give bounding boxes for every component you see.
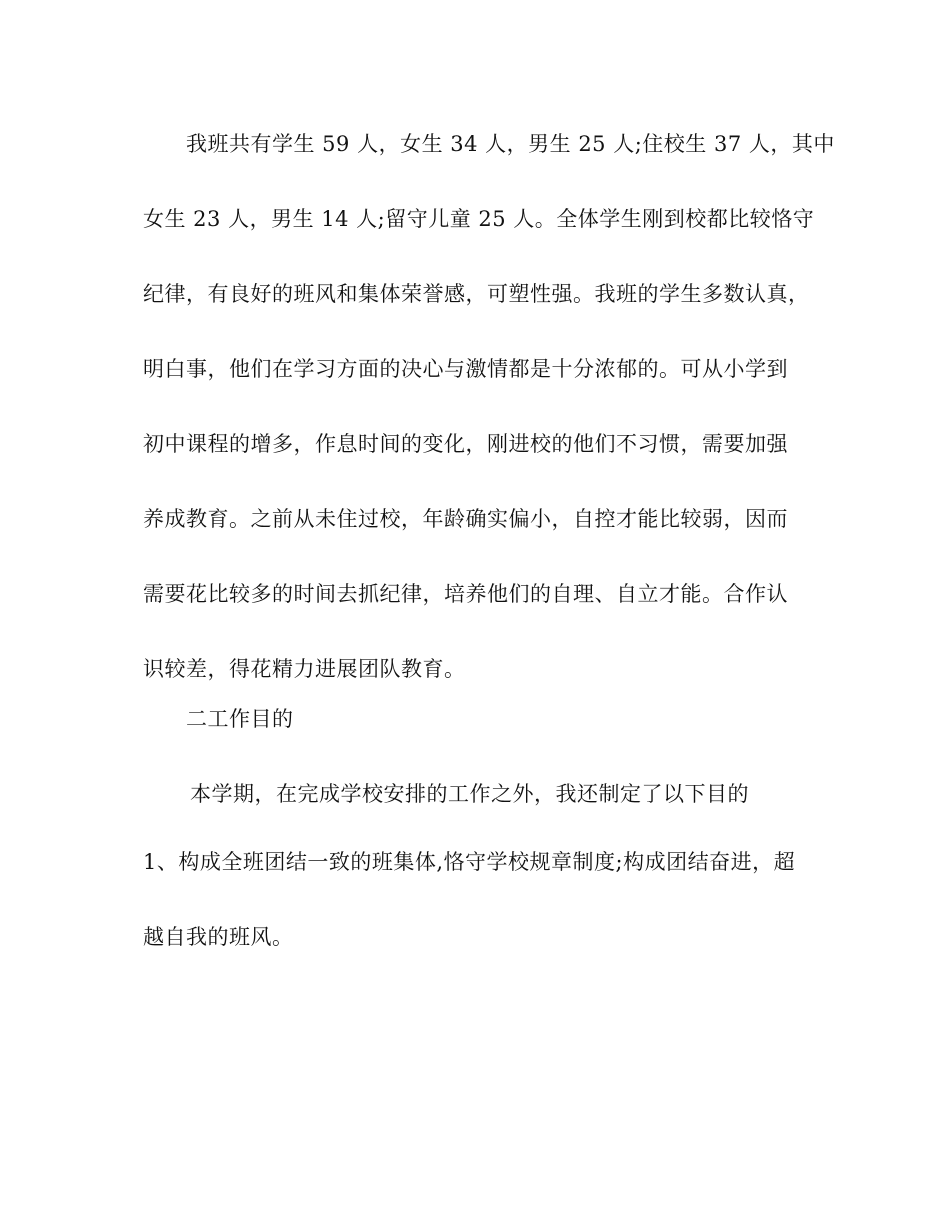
paragraph-line: 明白事，他们在学习方面的决心与激情都是十分浓郁的。可从小学到: [143, 357, 788, 381]
paragraph-line: 养成教育。之前从未住过校，年龄确实偏小，自控才能比较弱，因而: [143, 507, 788, 531]
paragraph-line: 我班共有学生 59 人，女生 34 人，男生 25 人;住校生 37 人，其中: [186, 132, 835, 156]
goal-line: 1、构成全班团结一致的班集体,恪守学校规章制度;构成团结奋进，超: [143, 850, 796, 874]
paragraph-line: 女生 23 人，男生 14 人;留守儿童 25 人。全体学生刚到校都比较恪守: [143, 207, 815, 231]
paragraph-line: 本学期，在完成学校安排的工作之外，我还制定了以下目的: [190, 782, 749, 806]
paragraph-line: 需要花比较多的时间去抓纪律，培养他们的自理、自立才能。合作认: [143, 582, 788, 606]
section-heading: 二工作目的: [186, 707, 294, 731]
goal-line: 越自我的班风。: [143, 925, 294, 949]
paragraph-line: 纪律，有良好的班风和集体荣誉感，可塑性强。我班的学生多数认真，: [143, 282, 810, 306]
paragraph-line: 初中课程的增多，作息时间的变化，刚进校的他们不习惯，需要加强: [143, 432, 788, 456]
paragraph-line: 识较差，得花精力进展团队教育。: [143, 657, 466, 681]
